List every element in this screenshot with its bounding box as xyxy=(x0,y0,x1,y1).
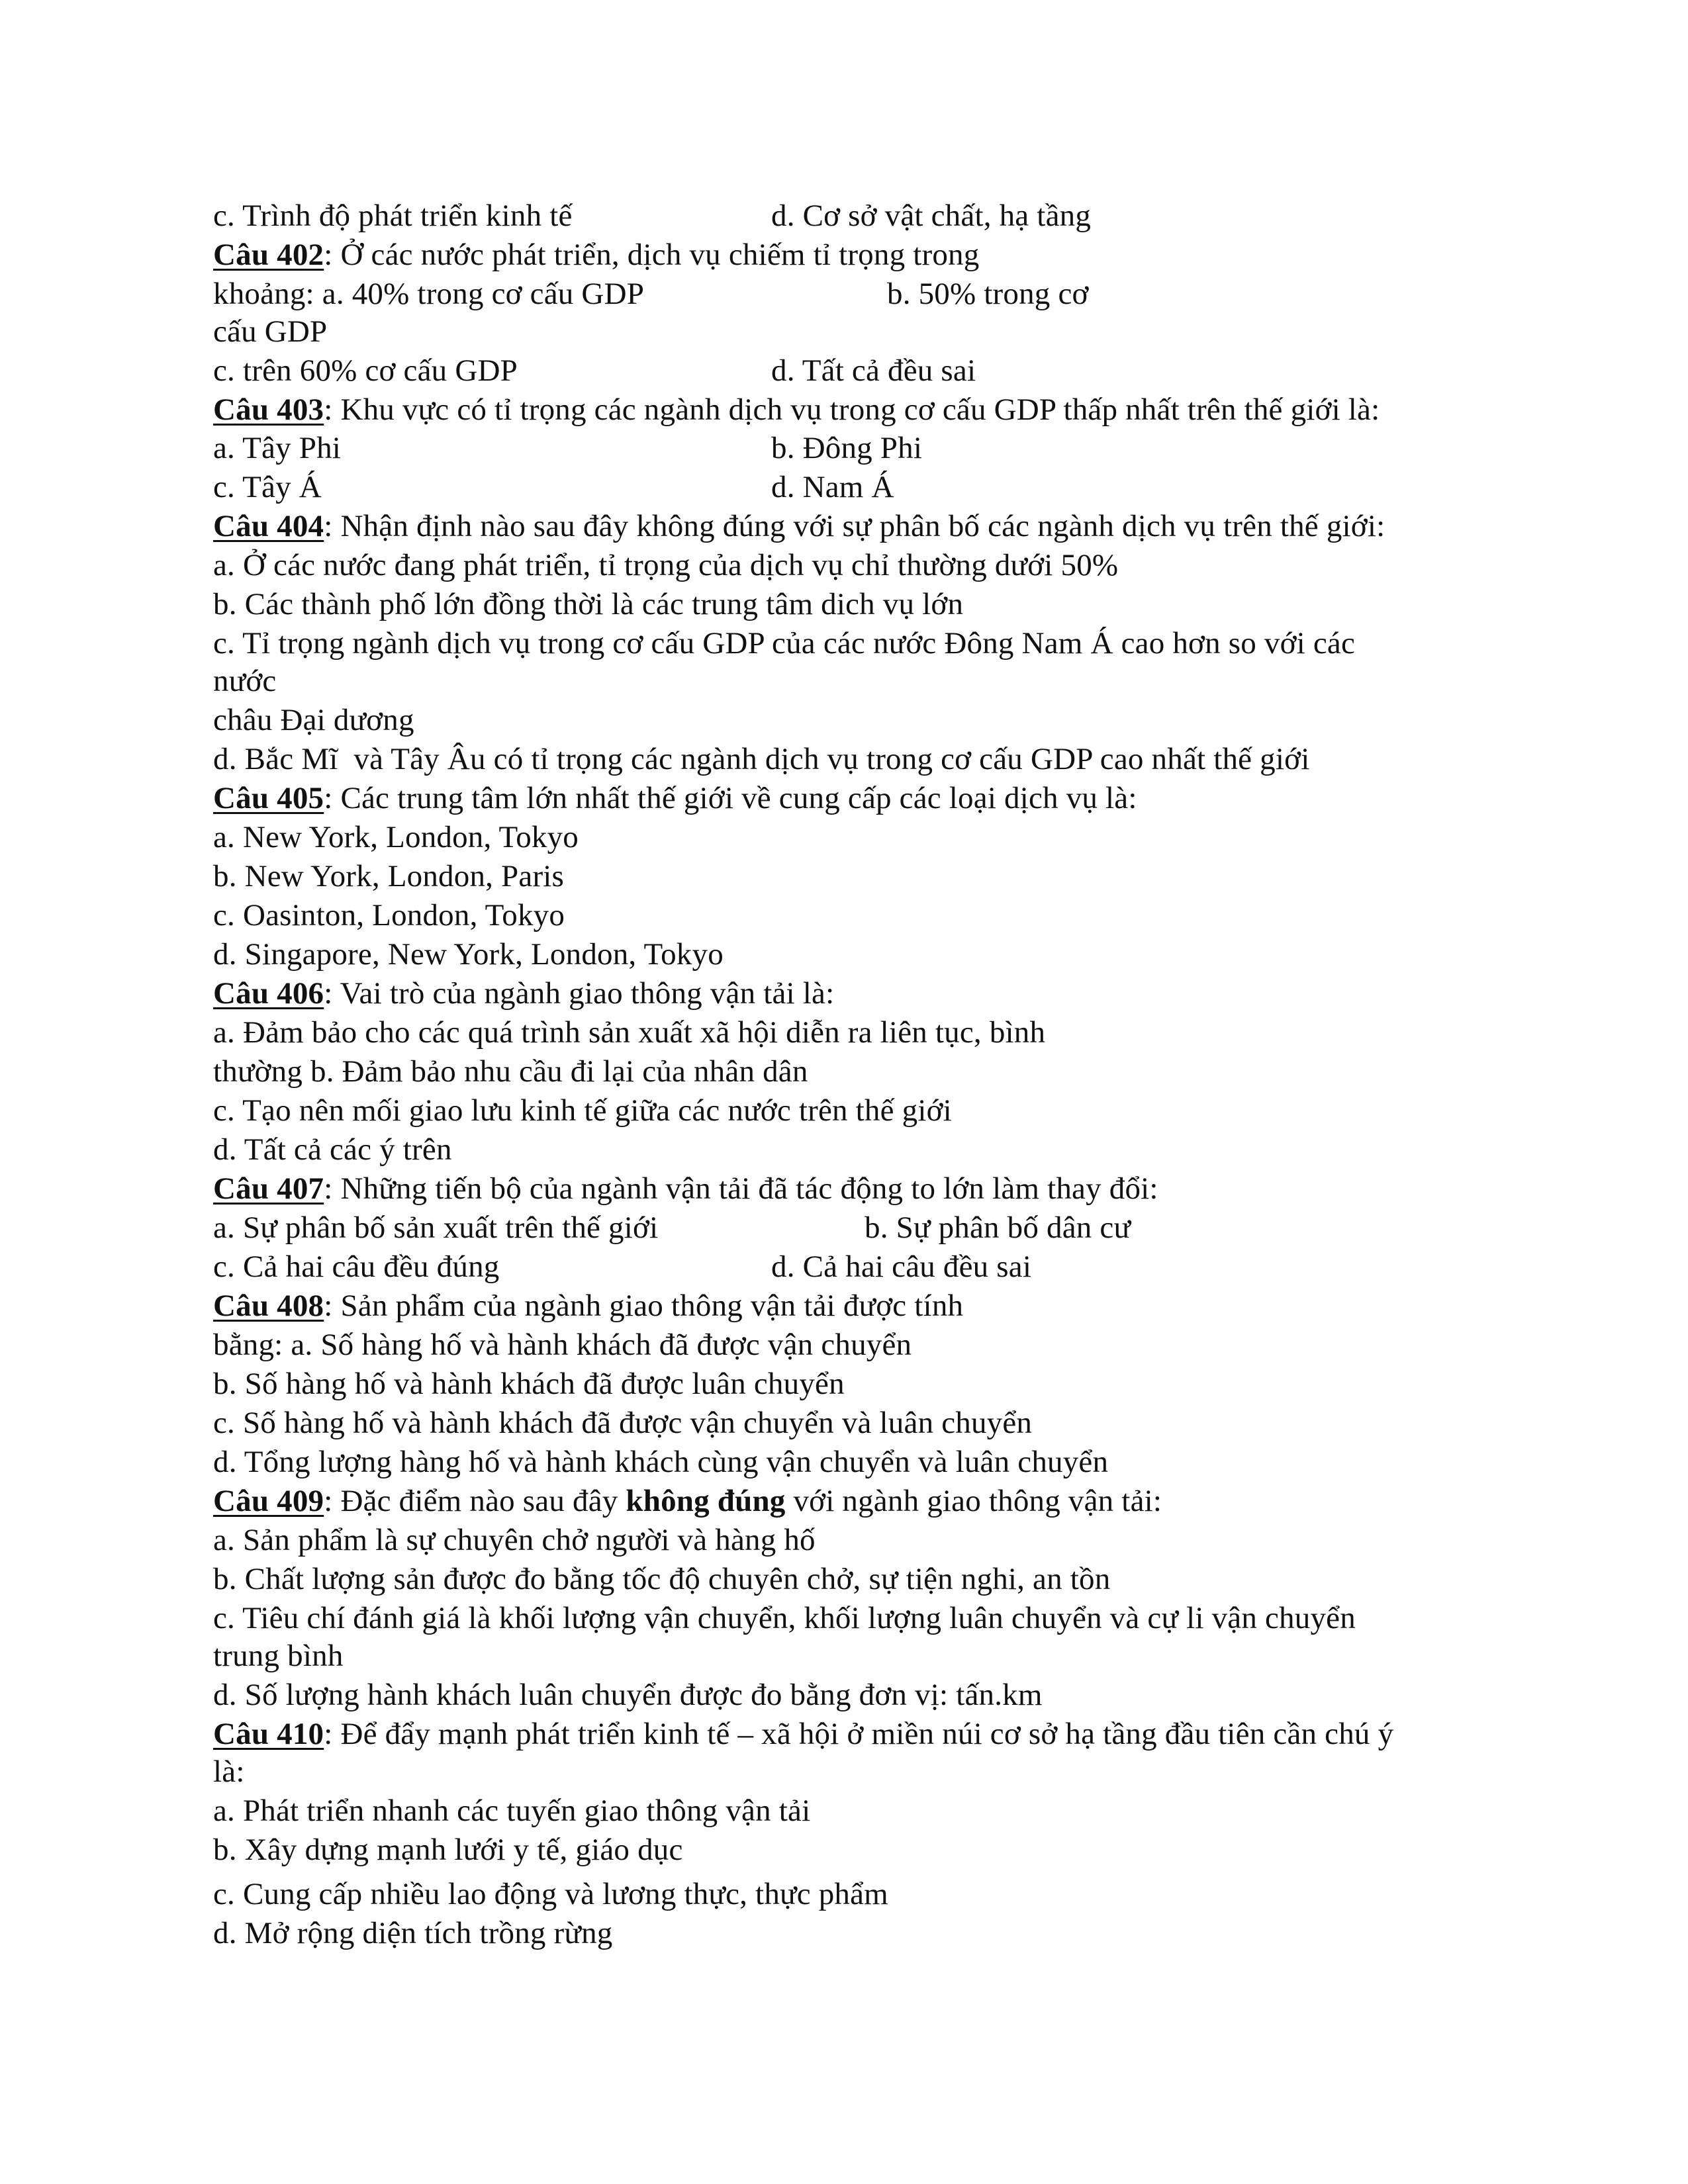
question-407 xyxy=(213,1170,1158,1207)
option-d: d. Singapore, New York, London, Tokyo xyxy=(213,937,724,972)
question-text: : Đặc điểm nào sau đây xyxy=(324,1484,626,1518)
option-c: c. Cả hai câu đều đúng xyxy=(213,1250,500,1284)
option-b: b. 50% trong cơ xyxy=(887,277,1089,311)
option-c: c. Oasinton, London, Tokyo xyxy=(213,898,565,933)
text-line: châu Đại dương xyxy=(213,703,414,737)
question-403 xyxy=(213,391,1380,428)
option-b: b. Các thành phố lớn đồng thời là các trung tâm dich vụ lớn xyxy=(213,587,964,621)
question-text: : Những tiến bộ của ngành vận tải đã tác động to lớn làm thay đổi: xyxy=(324,1171,1158,1206)
option-b: b. Đông Phi xyxy=(771,431,923,465)
option-b: b. Sự phân bố dân cư xyxy=(865,1210,1131,1245)
question-406 xyxy=(213,975,834,1012)
question-label: Câu 407 xyxy=(213,1171,324,1206)
question-label: Câu 409 xyxy=(213,1484,324,1518)
option-a: khoảng: a. 40% trong cơ cấu GDP xyxy=(213,277,645,311)
text-line: cấu GDP xyxy=(213,314,328,349)
text-line: trung bình xyxy=(213,1639,344,1673)
question-label: Câu 404 xyxy=(213,509,324,543)
option-c: c. Tiêu chí đánh giá là khối lượng vận chuyển, khối lượng luân chuyển và cự li vận chuyển xyxy=(213,1601,1356,1635)
question-label: Câu 410 xyxy=(213,1717,324,1751)
question-label: Câu 408 xyxy=(213,1289,324,1323)
question-label: Câu 403 xyxy=(213,392,324,427)
question-text: : Các trung tâm lớn nhất thế giới về cung cấp các loại dịch vụ là: xyxy=(324,781,1137,815)
question-text: : Sản phẩm của ngành giao thông vận tải được tính xyxy=(324,1289,964,1323)
option-a: bằng: a. Số hàng hố và hành khách đã được vận chuyển xyxy=(213,1328,912,1362)
option-d: d. Cơ sở vật chất, hạ tầng xyxy=(771,199,1092,233)
option-a: a. Đảm bảo cho các quá trình sản xuất xã hội diễn ra liên tục, bình xyxy=(213,1015,1046,1050)
option-c: c. trên 60% cơ cấu GDP xyxy=(213,353,518,388)
question-text: : Khu vực có tỉ trọng các ngành dịch vụ trong cơ cấu GDP thấp nhất trên thế giới là: xyxy=(324,392,1380,427)
question-410 xyxy=(213,1715,1393,1752)
option-d: d. Tất cả các ý trên xyxy=(213,1132,452,1167)
option-b: b. Xây dựng mạnh lưới y tế, giáo dục xyxy=(213,1833,683,1867)
option-d: d. Cả hai câu đều sai xyxy=(771,1250,1032,1284)
option-a: a. New York, London, Tokyo xyxy=(213,820,579,854)
question-408 xyxy=(213,1287,963,1324)
question-text: với ngành giao thông vận tải: xyxy=(785,1484,1162,1518)
option-d: d. Số lượng hành khách luân chuyển được đo bằng đơn vị: tấn.km xyxy=(213,1678,1043,1712)
question-text: : Nhận định nào sau đây không đúng với sự phân bố các ngành dịch vụ trên thế giới: xyxy=(324,509,1385,543)
option-d: d. Mở rộng diện tích trồng rừng xyxy=(213,1916,613,1950)
text-line: là: xyxy=(213,1754,245,1789)
option-d: d. Bắc Mĩ và Tây Âu có tỉ trọng các ngành dịch vụ trong cơ cấu GDP cao nhất thế giới xyxy=(213,742,1310,776)
option-c: c. Cung cấp nhiều lao động và lương thực, thực phẩm xyxy=(213,1877,888,1911)
option-a: a. Ở các nước đang phát triển, tỉ trọng của dịch vụ chỉ thường dưới 50% xyxy=(213,548,1119,582)
option-c: c. Tỉ trọng ngành dịch vụ trong cơ cấu GDP của các nước Đông Nam Á cao hơn so với các xyxy=(213,626,1356,660)
question-text: : Ở các nước phát triển, dịch vụ chiếm tỉ trọng trong xyxy=(324,238,980,272)
question-404 xyxy=(213,508,1385,545)
option-b: b. Số hàng hố và hành khách đã được luân chuyển xyxy=(213,1367,845,1401)
option-d: d. Nam Á xyxy=(771,470,894,504)
question-text: : Vai trò của ngành giao thông vận tải là: xyxy=(324,976,835,1011)
question-409 xyxy=(213,1482,1162,1520)
option-c: c. Tạo nên mối giao lưu kinh tế giữa các nước trên thế giới xyxy=(213,1093,952,1128)
option-a: a. Phát triển nhanh các tuyến giao thông vận tải xyxy=(213,1794,811,1828)
text-line: nước xyxy=(213,664,277,698)
option-a: a. Tây Phi xyxy=(213,431,342,465)
option-b: b. Chất lượng sản được đo bằng tốc độ chuyên chở, sự tiện nghi, an tồn xyxy=(213,1562,1111,1596)
option-c: c. Số hàng hố và hành khách đã được vận chuyển và luân chuyển xyxy=(213,1406,1033,1440)
option-d: d. Tất cả đều sai xyxy=(771,353,976,388)
option-a: a. Sản phẩm là sự chuyên chở người và hàng hố xyxy=(213,1523,816,1557)
option-d: d. Tổng lượng hàng hố và hành khách cùng vận chuyển và luân chuyển xyxy=(213,1445,1109,1479)
question-text: : Để đẩy mạnh phát triển kinh tế – xã hội ở miền núi cơ sở hạ tầng đầu tiên cần chú ý xyxy=(324,1717,1394,1751)
option-a: a. Sự phân bố sản xuất trên thế giới xyxy=(213,1210,659,1245)
text-line xyxy=(213,197,573,234)
question-label: Câu 402 xyxy=(213,238,324,272)
question-label: Câu 405 xyxy=(213,781,324,815)
emphasis-text: không đúng xyxy=(626,1484,786,1518)
question-label: Câu 406 xyxy=(213,976,324,1011)
question-402 xyxy=(213,236,979,273)
option-b: thường b. Đảm bảo nhu cầu đi lại của nhân dân xyxy=(213,1054,808,1089)
option-c: c. Tây Á xyxy=(213,470,322,504)
option-b: b. New York, London, Paris xyxy=(213,859,565,893)
option-c: c. Trình độ phát triển kinh tế xyxy=(213,199,573,233)
question-405 xyxy=(213,780,1137,817)
